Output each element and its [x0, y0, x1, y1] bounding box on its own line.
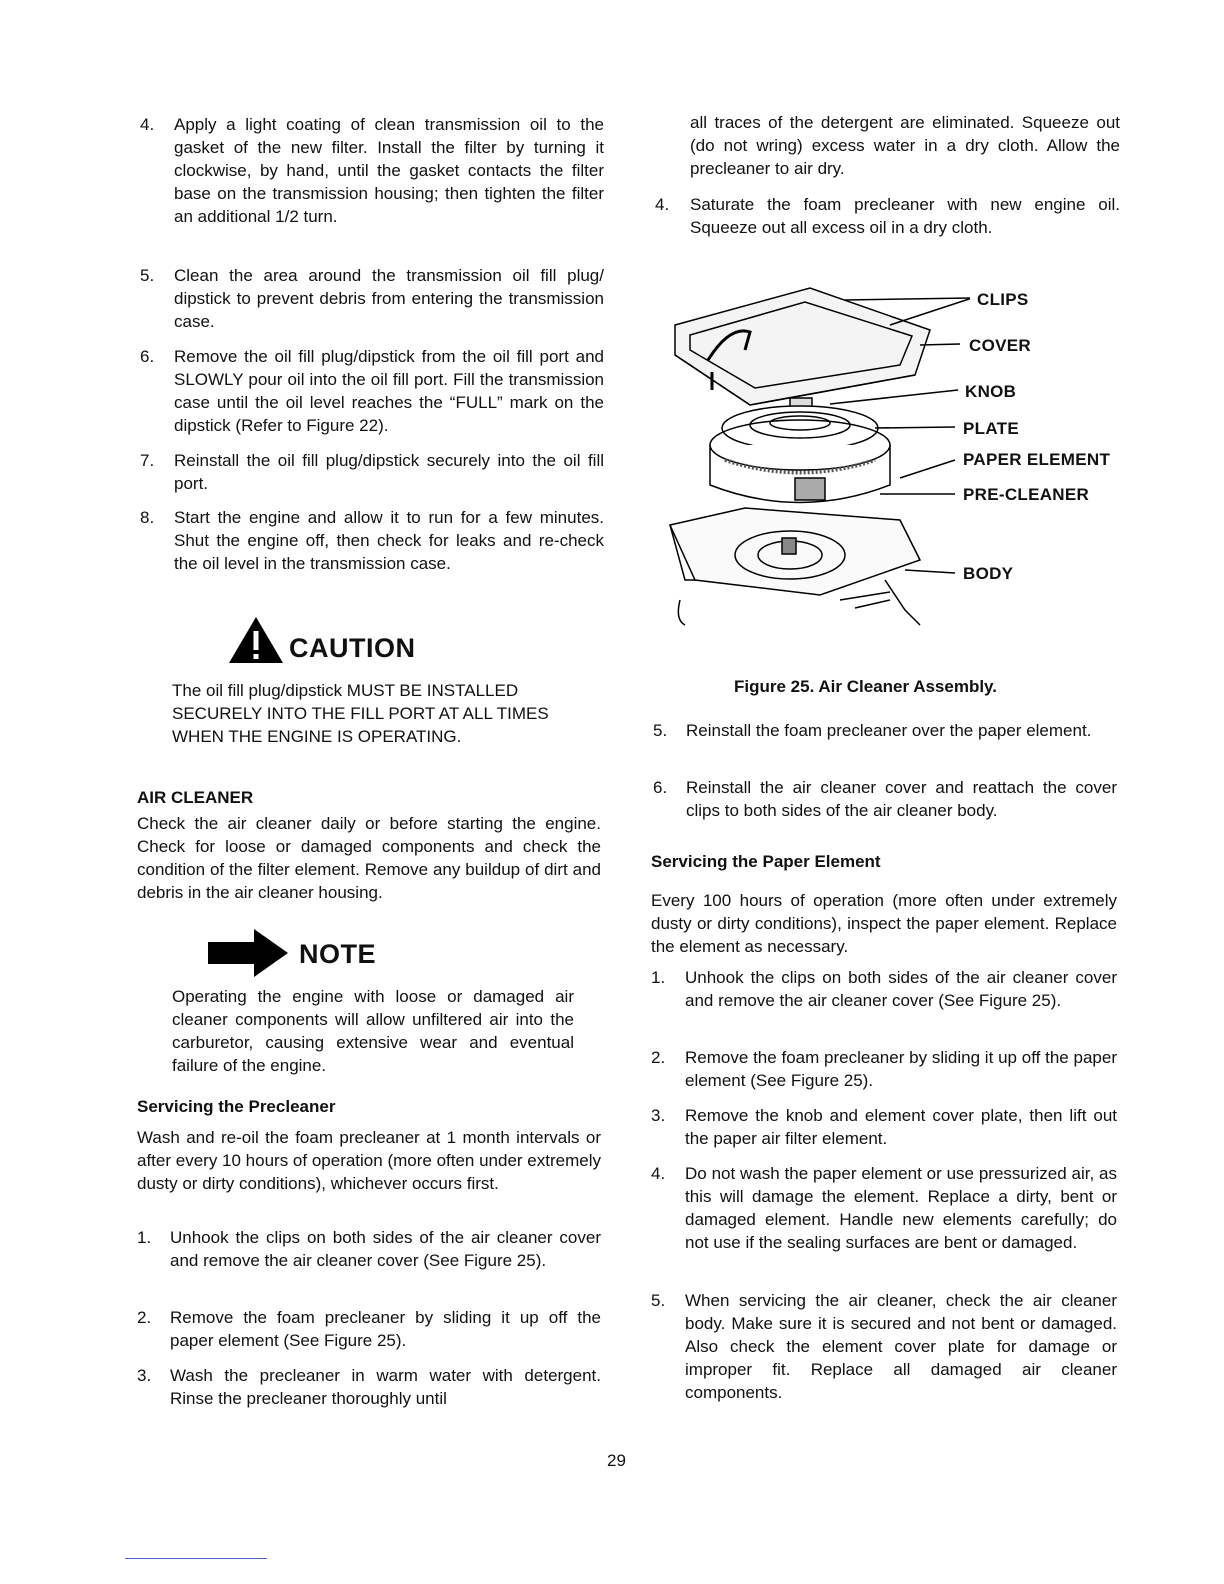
list-text: Remove the knob and element cover plate, then lift out the paper air filter element. [685, 1106, 1117, 1148]
figure-label-knob: KNOB [965, 382, 1017, 401]
list-number: 6. [140, 347, 155, 366]
note-text: Operating the engine with loose or damaged air cleaner components will allow unfiltered air into the carburetor, causing extensive wear and eventual failure of the engine. [172, 987, 574, 1075]
list-item [140, 113, 604, 228]
list-item [137, 1364, 601, 1410]
list-text: Reinstall the foam precleaner over the paper element. [686, 721, 1092, 740]
list-number: 1. [137, 1228, 152, 1247]
list-number: 4. [140, 115, 155, 134]
list-item [651, 1046, 1117, 1092]
section-heading-paper-element: Servicing the Paper Element [651, 852, 881, 871]
figure-label-body: BODY [963, 564, 1014, 583]
list-text: Wash the precleaner in warm water with detergent. Rinse the precleaner thoroughly until [170, 1366, 601, 1408]
list-item [651, 1289, 1117, 1404]
figure-caption: Figure 25. Air Cleaner Assembly. [734, 677, 997, 696]
list-text: Start the engine and allow it to run for a few minutes. Shut the engine off, then check for leaks and re-check the oil level in the transmission case. [174, 508, 604, 573]
list-text: Apply a light coating of clean transmission oil to the gasket of the new filter. Install the filter by turning it clockwise, by hand, until the gasket contacts the filter base on the transmission housing; then tighten the filter an additional 1/2 turn. [174, 115, 604, 226]
figure-label-cover: COVER [969, 336, 1031, 355]
list-item [137, 1306, 601, 1352]
list-number: 6. [653, 778, 668, 797]
list-item [653, 719, 1117, 742]
page-number: 29 [607, 1451, 626, 1470]
list-number: 5. [651, 1291, 666, 1310]
list-item [137, 1226, 601, 1272]
list-number: 7. [140, 451, 155, 470]
note-title: NOTE [299, 939, 377, 969]
list-number: 8. [140, 508, 155, 527]
list-text: Do not wash the paper element or use pressurized air, as this will damage the element. Replace a dirty, bent or damaged element. Handle new elements carefully; do not use if the sealing surfaces are bent or damaged. [685, 1164, 1117, 1252]
figure-label-plate: PLATE [963, 419, 1019, 438]
list-item [140, 345, 604, 437]
list-text: Remove the oil fill plug/dipstick from the oil fill port and SLOWLY pour oil into the oil fill port. Fill the transmission case until the oil level reaches the “FULL” mark on the dipstick (Refer to Figure 22). [174, 347, 604, 435]
list-number: 3. [651, 1106, 666, 1125]
arrow-right-icon [206, 927, 290, 979]
continued-text: all traces of the detergent are eliminated. Squeeze out (do not wring) excess water in a dry cloth. Allow the precleaner to air dry. [690, 113, 1120, 178]
list-number: 3. [137, 1366, 152, 1385]
list-number: 4. [655, 195, 670, 214]
list-text: Reinstall the air cleaner cover and reattach the cover clips to both sides of the air cleaner body. [686, 778, 1117, 820]
figure-label-paper-element: PAPER ELEMENT [963, 450, 1111, 469]
list-number: 1. [651, 968, 666, 987]
list-item [655, 193, 1120, 239]
list-text: Reinstall the oil fill plug/dipstick securely into the oil fill port. [174, 451, 604, 493]
list-text: Saturate the foam precleaner with new engine oil. Squeeze out all excess oil in a dry cloth. [690, 195, 1120, 237]
caution-text: The oil fill plug/dipstick MUST BE INSTALLED SECURELY INTO THE FILL PORT AT ALL TIMES WHEN THE ENGINE IS OPERATING. [172, 681, 549, 746]
list-text: Remove the foam precleaner by sliding it up off the paper element (See Figure 25). [685, 1048, 1117, 1090]
figure-label-clips: CLIPS [977, 290, 1029, 309]
list-text: Clean the area around the transmission oil fill plug/ dipstick to prevent debris from entering the transmission case. [174, 266, 604, 331]
paper-element-text: Every 100 hours of operation (more often under extremely dusty or dirty conditions), inspect the paper element. Replace the element as necessary. [651, 891, 1117, 956]
list-item [140, 506, 604, 575]
list-item [140, 449, 604, 495]
list-number: 2. [137, 1308, 152, 1327]
list-number: 2. [651, 1048, 666, 1067]
warning-icon [226, 614, 286, 666]
footer-rule [125, 1558, 267, 1559]
list-text: Remove the foam precleaner by sliding it up off the paper element (See Figure 25). [170, 1308, 601, 1350]
list-text: Unhook the clips on both sides of the air cleaner cover and remove the air cleaner cover (See Figure 25). [685, 968, 1117, 1010]
list-text: When servicing the air cleaner, check the air cleaner body. Make sure it is secured and not bent or damaged. Also check the element cover plate for damage or improper fit. Replace all damaged air cleaner components. [685, 1291, 1117, 1402]
list-number: 5. [140, 266, 155, 285]
list-item [651, 1104, 1117, 1150]
list-item [651, 1162, 1117, 1254]
section-heading-air-cleaner: AIR CLEANER [137, 788, 254, 807]
section-heading-precleaner: Servicing the Precleaner [137, 1097, 336, 1116]
list-text: Unhook the clips on both sides of the air cleaner cover and remove the air cleaner cover (See Figure 25). [170, 1228, 601, 1270]
list-item [653, 776, 1117, 822]
list-number: 4. [651, 1164, 666, 1183]
precleaner-text: Wash and re-oil the foam precleaner at 1 month intervals or after every 10 hours of operation (more often under extremely dusty or dirty conditions), whichever occurs first. [137, 1128, 601, 1193]
air-cleaner-assembly-illustration [650, 280, 970, 630]
caution-title: CAUTION [289, 633, 416, 663]
list-item [140, 264, 604, 333]
list-item [651, 966, 1117, 1012]
list-number: 5. [653, 721, 668, 740]
figure-label-pre-cleaner: PRE-CLEANER [963, 485, 1090, 504]
air-cleaner-text: Check the air cleaner daily or before starting the engine. Check for loose or damaged components and check the condition of the filter element. Remove any buildup of dirt and debris in the air cleaner housing. [137, 814, 601, 902]
